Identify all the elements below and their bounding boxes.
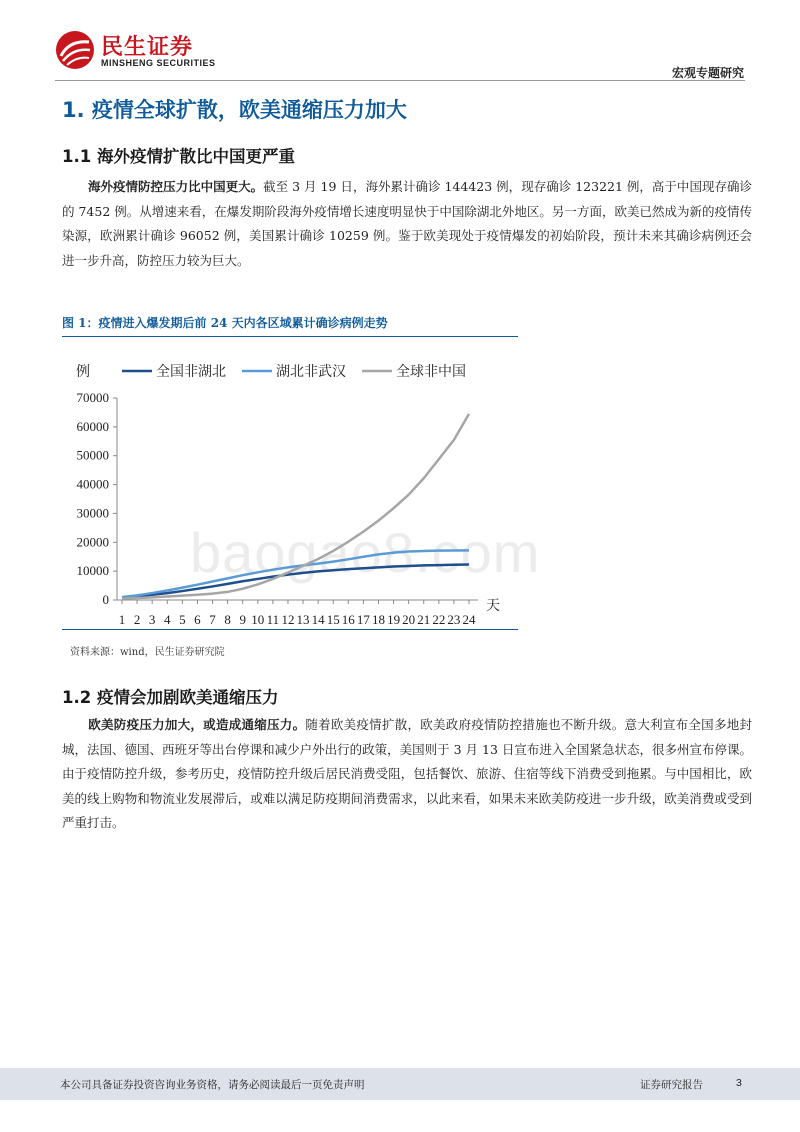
series-line-3 bbox=[122, 414, 469, 599]
paragraph-lead: 欧美防疫压力加大，或造成通缩压力。 bbox=[88, 717, 306, 732]
section-1-1-title: 1.1 海外疫情扩散比中国更严重 bbox=[62, 147, 295, 166]
legend-label-1: 全国非湖北 bbox=[156, 365, 226, 380]
x-tick-label: 10 bbox=[251, 612, 265, 627]
y-tick-label: 30000 bbox=[76, 505, 109, 521]
x-tick-label: 9 bbox=[239, 612, 246, 627]
x-tick-label: 22 bbox=[432, 612, 446, 627]
y-tick-label: 10000 bbox=[76, 563, 109, 579]
x-tick-label: 4 bbox=[164, 612, 171, 627]
figure-1-title: 图 1：疫情进入爆发期后前 24 天内各区域累计确诊病例走势 bbox=[62, 316, 388, 330]
x-tick-label: 5 bbox=[179, 612, 186, 627]
paragraph-body: 截至 3 月 19 日，海外累计确诊 144423 例，现存确诊 123221 例，高于中国现存确诊的 7452 例。从增速来看，在爆发期阶段海外疫情增长速度明显快于中国除湖北外地区。另一方面，欧美已然成为新的疫情传染源，欧洲累计确诊 96052 例，美国累计确诊 10259 例。鉴于欧美现处于疫情爆发的初始阶段，预计未来其确诊病例还会进一步升高，防控压力较为巨大。 bbox=[62, 179, 752, 268]
y-tick-label: 20000 bbox=[76, 534, 109, 550]
section-1-1-paragraph bbox=[62, 175, 752, 273]
x-tick-label: 23 bbox=[447, 612, 461, 627]
header-divider bbox=[55, 80, 745, 81]
section-1-2-paragraph bbox=[62, 713, 752, 836]
paragraph-body: 随着欧美疫情扩散，欧美政府疫情防控措施也不断升级。意大利宣布全国多地封城，法国、德国、西班牙等出台停课和减少户外出行的政策，美国则于 3 月 13 日宣布进入全国紧急状态，很多州宣布停课。由于疫情防控升级，参考历史，疫情防控升级后居民消费受阻，包括餐饮、旅游、住宿等线下消费受到拖累。与中国相比，欧美的线上购物和物流业发展滞后，或难以满足防疫期间消费需求，以此来看，如果未来欧美防疫进一步升级，欧美消费或受到严重打击。 bbox=[62, 717, 752, 830]
logo-english-name: MINSHENG SECURITIES bbox=[101, 58, 216, 68]
x-tick-label: 18 bbox=[371, 612, 385, 627]
x-tick-label: 20 bbox=[402, 612, 416, 627]
x-tick-label: 2 bbox=[133, 612, 141, 627]
x-tick-label: 14 bbox=[311, 612, 325, 627]
x-tick-label: 17 bbox=[356, 612, 370, 627]
figure-source: 资料来源：wind，民生证券研究院 bbox=[70, 647, 225, 658]
section-1-2-title: 1.2 疫情会加剧欧美通缩压力 bbox=[62, 688, 279, 707]
x-tick-label: 16 bbox=[341, 612, 355, 627]
x-tick-label: 13 bbox=[296, 612, 310, 627]
footer-report-label: 证券研究报告 bbox=[640, 1079, 703, 1091]
y-tick-label: 40000 bbox=[76, 476, 109, 492]
watermark: baogao8.com bbox=[190, 521, 541, 584]
y-tick-label: 60000 bbox=[76, 418, 109, 434]
footer-disclaimer: 本公司具备证券投资咨询业务资格，请务必阅读最后一页免责声明 bbox=[60, 1079, 365, 1091]
x-tick-label: 12 bbox=[281, 612, 295, 627]
x-tick-label: 3 bbox=[148, 612, 156, 627]
legend-label-3: 全球非中国 bbox=[396, 365, 466, 380]
y-tick-label: 50000 bbox=[76, 447, 109, 463]
paragraph-lead: 海外疫情防控压力比中国更大。 bbox=[88, 179, 264, 194]
minsheng-logo-icon bbox=[55, 30, 95, 70]
y-tick-label: 70000 bbox=[76, 390, 109, 405]
figure-bottom-rule bbox=[62, 629, 518, 630]
x-tick-label: 7 bbox=[209, 612, 216, 627]
logo-chinese-name: 民生证券 bbox=[101, 35, 194, 60]
line-chart bbox=[62, 350, 518, 630]
x-tick-label: 1 bbox=[118, 612, 126, 627]
x-tick-label: 11 bbox=[266, 612, 280, 627]
x-tick-label: 15 bbox=[326, 612, 340, 627]
x-tick-label: 21 bbox=[417, 612, 431, 627]
legend-label-2: 湖北非武汉 bbox=[276, 365, 346, 380]
section-1-title: 1. 疫情全球扩散，欧美通缩压力加大 bbox=[62, 98, 407, 122]
x-tick-label: 24 bbox=[462, 612, 476, 627]
x-tick-label: 8 bbox=[224, 612, 231, 627]
report-type: 宏观专题研究 bbox=[671, 66, 744, 80]
figure-top-rule bbox=[62, 336, 518, 337]
page-number: 3 bbox=[736, 1077, 742, 1089]
x-tick-label: 19 bbox=[387, 612, 401, 627]
x-tick-label: 6 bbox=[194, 612, 201, 627]
x-axis-label: 天 bbox=[486, 599, 500, 614]
y-tick-label: 0 bbox=[102, 592, 109, 607]
y-axis-label: 例 bbox=[76, 365, 90, 380]
